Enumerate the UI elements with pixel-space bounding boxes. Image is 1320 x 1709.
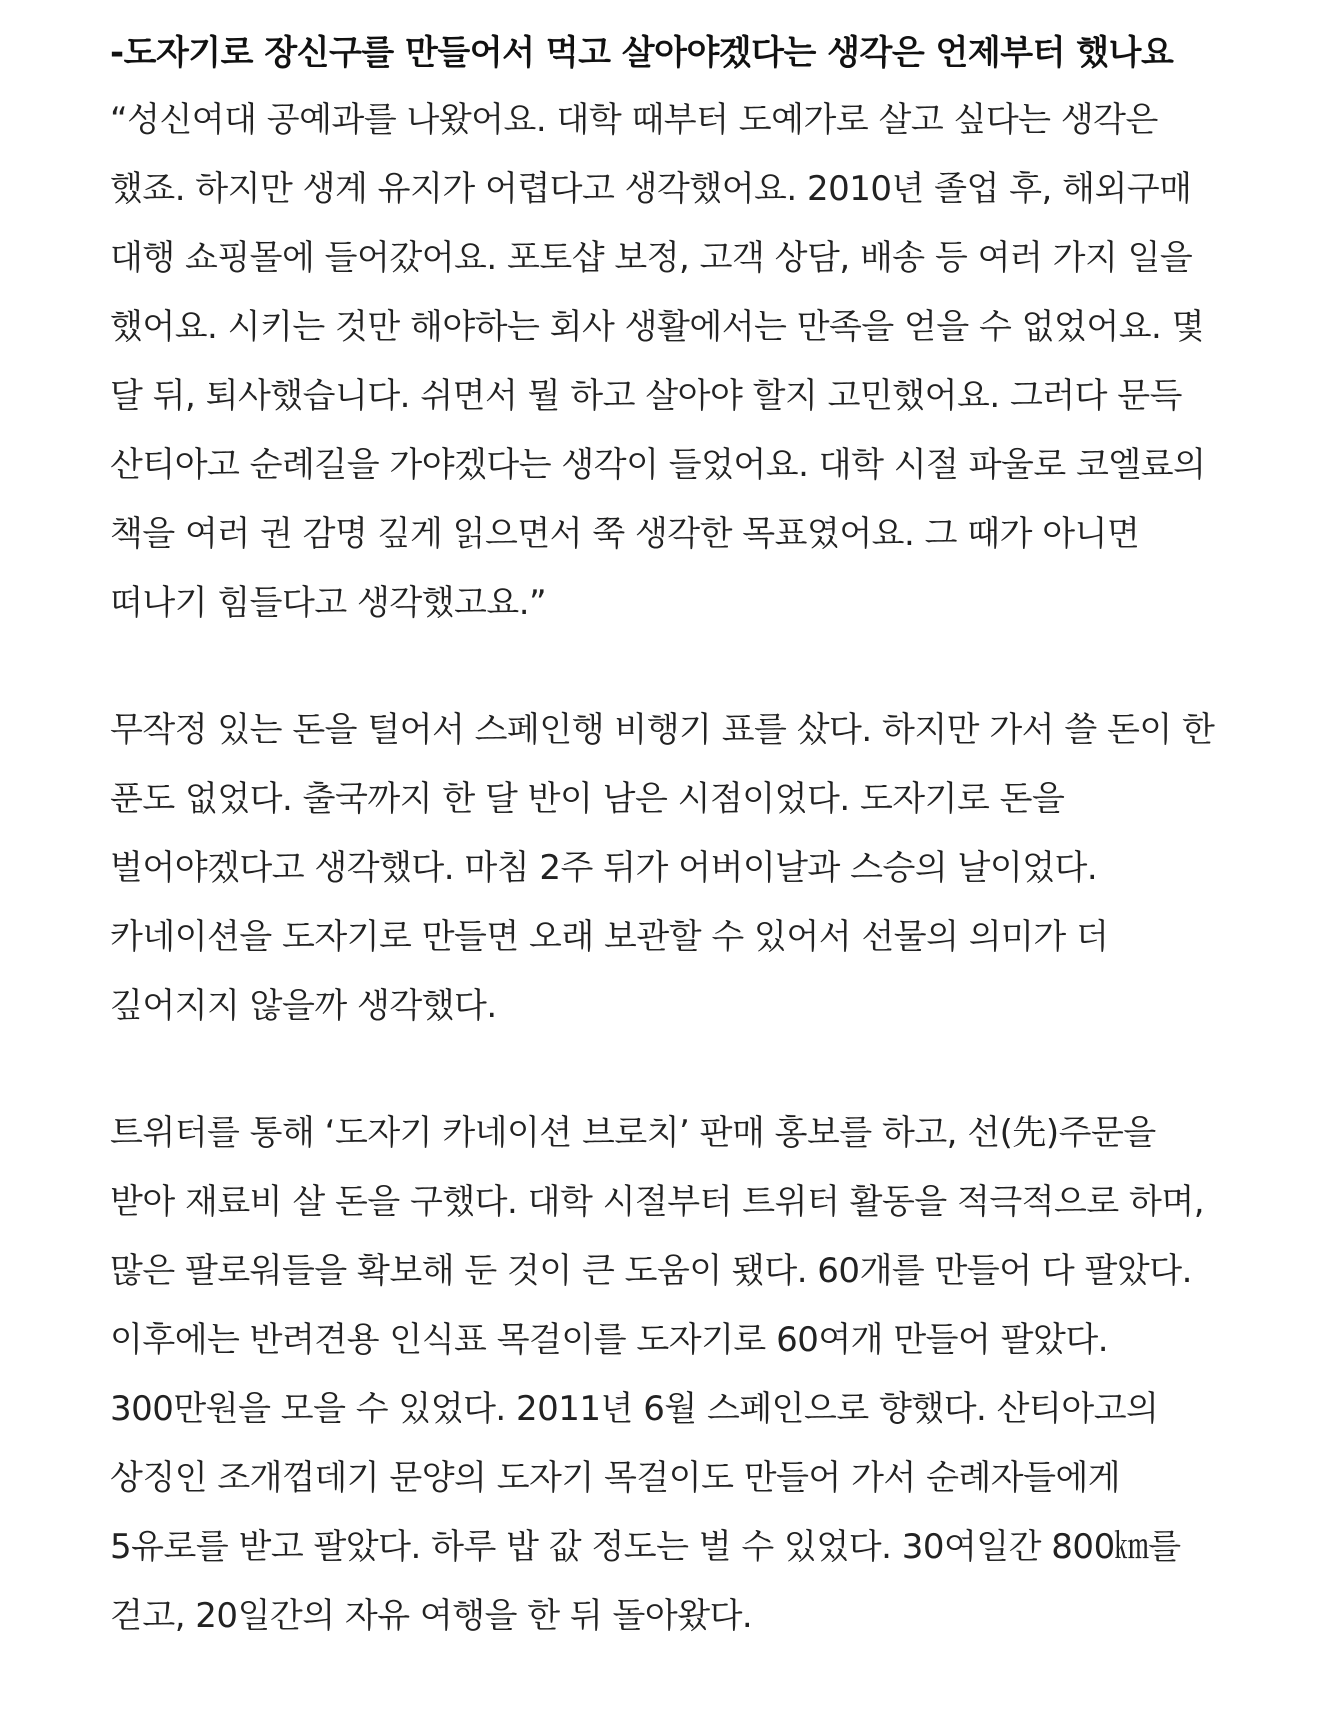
interview-answer-paragraph: “성신여대 공예과를 나왔어요. 대학 때부터 도예가로 살고 싶다는 생각은 했죠. 하지만 생계 유지가 어렵다고 생각했어요. 2010년 졸업 후, 해외구매 대행 쇼핑몰에 들어갔어요. 포토샵 보정, 고객 상담, 배송 등 여러 가지 일을 했어요. 시키는 것만 해야하는 회사 생활에서는 만족을 얻을 수 없었어요. 몇 달 뒤, 퇴사했습니다. 쉬면서 뭘 하고 살아야 할지 고민했어요. 그러다 문득 산티아고 순례길을 가야겠다는 생각이 들었어요. 대학 시절 파울로 코엘료의 책을 여러 권 감명 깊게 읽으면서 쭉 생각한 목표였어요. 그 때가 아니면 떠나기 힘들다고 생각했고요.”: [110, 100, 1206, 623]
interview-question-heading: -도자기로 장신구를 만들어서 먹고 살아야겠다는 생각은 언제부터 했나요: [110, 33, 1174, 73]
article-body: [110, 20, 1230, 1709]
body-paragraph-twitter-sales: 트위터를 통해 ‘도자기 카네이션 브로치’ 판매 홍보를 하고, 선(先)주문을 받아 재료비 살 돈을 구했다. 대학 시절부터 트위터 활동을 적극적으로 하며, 많은 팔로워들을 확보해 둔 것이 큰 도움이 됐다. 60개를 만들어 다 팔았다. 이후에는 반려견용 인식표 목걸이를 도자기로 60여개 만들어 팔았다. 300만원을 모을 수 있었다. 2011년 6월 스페인으로 향했다. 산티아고의 상징인 조개껍데기 문양의 도자기 목걸이도 만들어 가서 순례자들에게 5유로를 받고 팔았다. 하루 밥 값 정도는 벌 수 있었다. 30여일간 800㎞를 걷고, 20일간의 자유 여행을 한 뒤 돌아왔다.: [110, 1113, 1205, 1636]
body-paragraph-ticket: 무작정 있는 돈을 털어서 스페인행 비행기 표를 샀다. 하지만 가서 쓸 돈이 한 푼도 없었다. 출국까지 한 달 반이 남은 시점이었다. 도자기로 돈을 벌어야겠다고 생각했다. 마침 2주 뒤가 어버이날과 스승의 날이었다. 카네이션을 도자기로 만들면 오래 보관할 수 있어서 선물의 의미가 더 깊어지지 않을까 생각했다.: [110, 710, 1215, 1026]
